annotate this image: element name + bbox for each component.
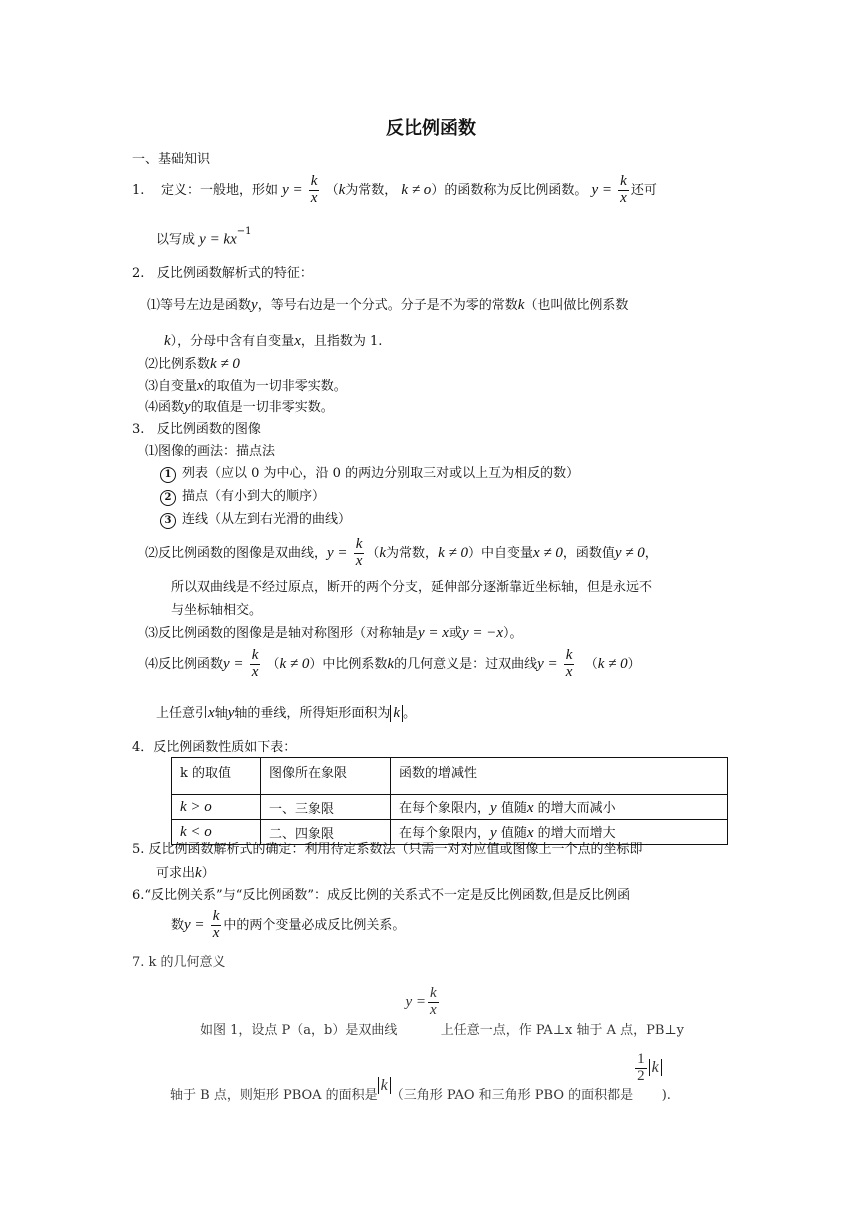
item3-s4-line2: 上任意引x轴y轴的垂线，所得矩形面积为 k 。 [156,705,417,721]
table-header-row [172,758,728,795]
item4-heading: 4．反比例函数性质如下表： [132,740,297,755]
table-cell: k > o [172,795,261,820]
item2-p1-line1: ⑴等号左边是函数y，等号右边是一个分式。分子是不为零的常数k（也叫做比例系数 [147,297,629,313]
abs-k: k [649,1059,662,1077]
item2-p1-line2: k），分母中含有自变量x，且指数为 1. [164,333,383,349]
item3-step2: 2 描点（有小到大的顺序） [160,489,325,506]
properties-table [171,757,728,845]
item2-p3: ⑶自变量x的取值为一切非零实数。 [145,378,347,394]
item6-line1: 6.“反比例关系”与“反比例函数”：成反比例的关系式不一定是反比例函数,但是反比例函 [132,888,631,903]
item3-step3: 3 连线（从左到右光滑的曲线） [160,512,351,529]
table-cell: 一、三象限 [261,795,391,820]
table-header-cell: 图像所在象限 [261,758,391,795]
item3-heading: 3. 反比例函数的图像 [132,422,261,437]
item7-heading: 7. k 的几何意义 [132,955,226,970]
table-header-cell: k 的取值 [172,758,261,795]
item6-line2: 数y = $\frac{k}{x}$ 中的两个变量必成反比例关系。 [171,908,406,941]
item2-p2: ⑵比例系数k ≠ 0 [145,356,240,372]
item3-s2-line3: 与坐标轴相交。 [171,603,263,618]
item2-heading: 2. 反比例函数解析式的特征： [132,266,313,281]
item2-p4: ⑷函数y的取值是一切非零实数。 [145,399,334,415]
circled-number: 3 [160,513,176,529]
item3-step1: 1 列表（应以 0 为中心，沿 0 的两边分别取三对或以上互为相反的数） [160,466,579,483]
item7-line1: 如图 1，设点 P（a，b）是双曲线 y = $\frac{k}{x}$ 上任意一点，作 PA⊥x 轴于 A 点，PB⊥y [200,985,684,1038]
table-cell: 二、四象限 [261,820,391,845]
abs-k: k [390,705,403,722]
item3-s2-line1: ⑵反比例函数的图像是双曲线，y = $\frac{k}{x}$ （k为常数，k ≠ 0）中自变量x ≠ 0，函数值y ≠ 0， [145,536,658,569]
table-header-cell: 函数的增减性 [391,758,728,795]
item1-line2: 以写成 $y = kx^{-1}$ [156,226,252,248]
item5-line2: 可求出k） [156,865,215,881]
item3-s1: ⑴图像的画法：描点法 [145,444,276,459]
table-row [172,795,728,820]
item5-line1: 5. 反比例函数解析式的确定：利用待定系数法（只需一对对应值或图像上一个点的坐标即 [132,842,643,857]
circled-number: 1 [160,467,176,483]
table-cell: 在每个象限内，y 值随x 的增大而增大 [391,820,728,845]
section-heading: 一、基础知识 [132,152,211,167]
item3-s2-line2: 所以双曲线是不经过原点，断开的两个分支，延伸部分逐渐靠近坐标轴，但是永远不 [171,580,653,595]
table-cell: 在每个象限内，y 值随x 的增大而减小 [391,795,728,820]
circled-number: 2 [160,490,176,506]
item3-s4-line1: ⑷反比例函数y = $\frac{k}{x}$ （k ≠ 0）中比例系数k的几何意义是：过双曲线y = $\frac{k}{x}$ （k ≠ 0） [145,647,641,680]
table-row [172,820,728,845]
item7-line2: 轴于 B 点，则矩形 PBOA 的面积是k（三角形 PAO 和三角形 PBO 的面积都是 $\frac{1}{2}$ k). [170,1051,671,1103]
page-title: 反比例函数 [386,118,476,139]
table-cell: k < o [172,820,261,845]
fraction-k-over-x: $\frac{k}{x}$ [310,173,318,206]
item1-line1: 1. 定义：一般地，形如 y = $\frac{k}{x}$ （k为常数， k ≠ o）的函数称为反比例函数。 y = $\frac{k}{x}$ 还可 [132,173,657,206]
item3-s3: ⑶反比例函数的图像是是轴对称图形（对称轴是y = x或y = −x）。 [145,625,523,641]
abs-k: k [378,1077,391,1095]
